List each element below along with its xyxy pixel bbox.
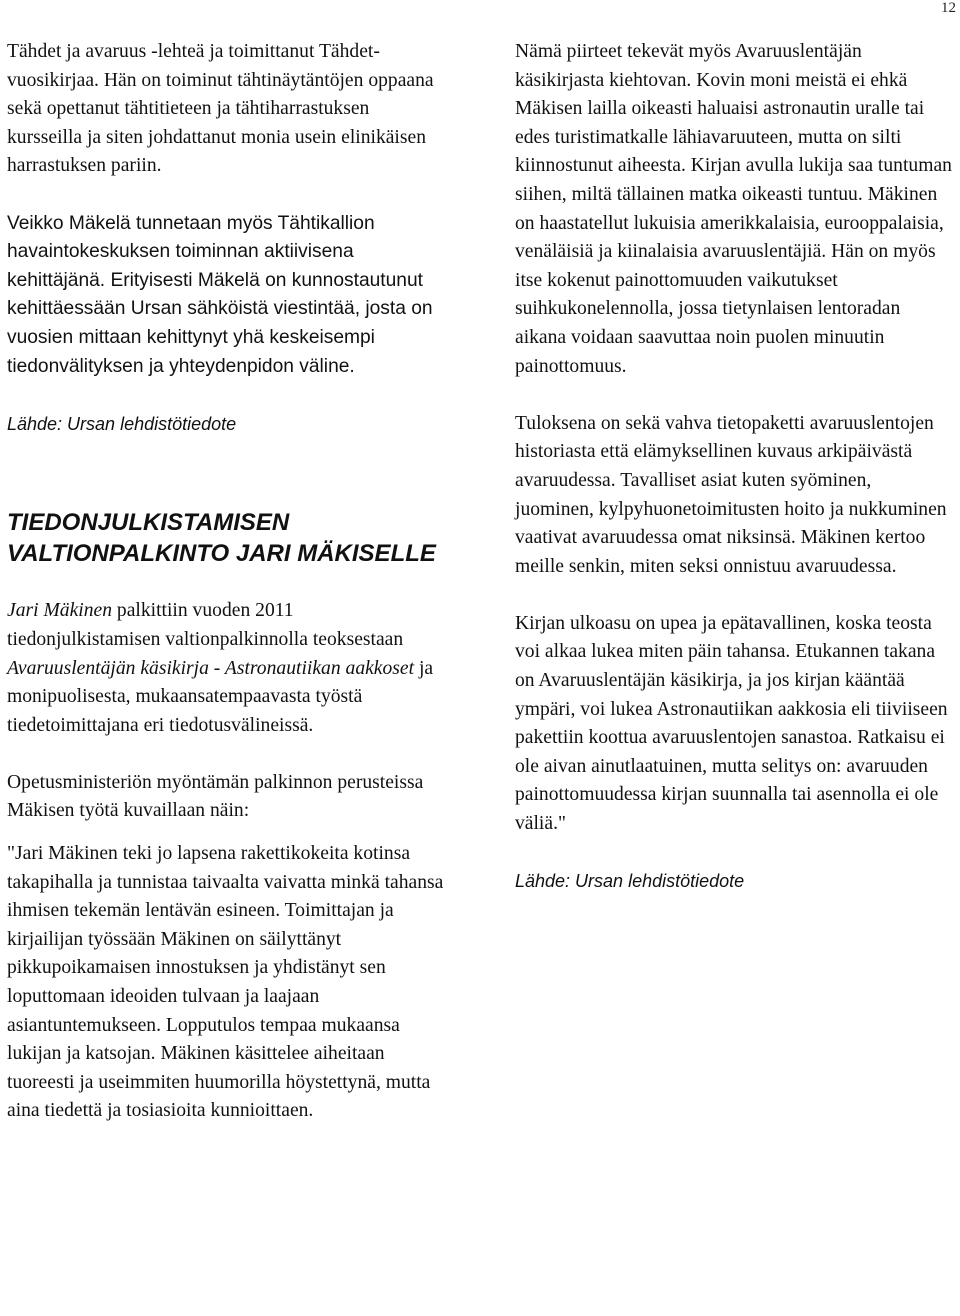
right-column	[515, 38, 955, 924]
right-paragraph-1: Nämä piirteet tekevät myös Avaruuslentäjän käsikirjasta kiehtovan. Kovin moni meistä ei ehkä Mäkisen lailla oikeasti haluaisi astronautin uralle tai edes turistimatkalle lähiavaruuteen, mutta on silti kiinnostunut aiheesta. Kirjan avulla lukija saa tuntuman siihen, miltä tällainen matka oikeasti tuntuu. Mäkinen on haastatellut lukuisia amerikkalaisia, eurooppalaisia, venäläisiä ja kiinalaisia avaruuslentäjiä. Hän on myös itse kokenut painottomuuden vaikutukset suihkukonelennolla, jossa tietynlaisen lentoradan aikana voidaan saavuttaa noin puolen minuutin painottomuus.	[515, 41, 952, 377]
source-note: Lähde: Ursan lehdistötiedote	[7, 413, 237, 434]
quote-paragraph: "Jari Mäkinen teki jo lapsena rakettikokeita kotinsa takapihalla ja tunnistaa taivaalta vaivatta minkä tahansa ihmisen tekemän lentävän esineen. Toimittajan ja kirjailijan työssään Mäkinen on säilyttänyt pikkupoikamaisen innostuksen ja yhdistänyt sen loputtomaan ideoiden tulvaan ja laajaan asiantuntemukseen. Lopputulos tempaa mukaansa lukijan ja katsojan. Mäkinen käsittelee aiheitaan tuoreesti ja useimmiten huumorilla höystettynä, mutta aina tiedettä ja tosiasioita kunnioittaen.	[7, 843, 444, 1122]
award-paragraph	[7, 597, 447, 740]
right-paragraph-3: Kirjan ulkoasu on upea ja epätavallinen, koska teosta voi alkaa lukea miten päin tahansa. Etukannen takana on Avaruuslentäjän käsikirja, ja jos kirjan kääntää ympäri, voi lukea Astronautiikan aakkosia eli tiiviiseen pakettiin koottua avaruuslentojen sanastoa. Ratkaisu ei ole aivan ainutlaatuinen, mutta selitys on: avaruuden painottomuudessa kirjan suunnalla tai asennolla ei ole väliä."	[515, 612, 948, 835]
intro-paragraph: Tähdet ja avaruus -lehteä ja toimittanut Tähdet-vuosikirjaa. Hän on toiminut tähtinäytäntöjen oppaana sekä opettanut tähtitieteen ja tähtiharrastuksen kursseilla ja siten johdattanut monia usein elinikäisen harrastuksen pariin.	[7, 41, 434, 177]
award-text-2: ja monipuolisesta, mukaansatempaavasta työstä tiedetoimittajana eri tiedotusvälineissä.	[7, 657, 434, 736]
award-text-1: palkittiin vuoden 2011 tiedonjulkistamisen valtionpalkinnolla teoksestaan	[7, 600, 404, 650]
award-name: Jari Mäkinen	[7, 600, 113, 622]
right-paragraph-2: Tuloksena on sekä vahva tietopaketti avaruuslentojen historiasta että elämyksellinen kuvaus arkipäivästä avaruudessa. Tavalliset asiat kuten syöminen, juominen, kylpyhuonetoimitusten hoito ja nukkuminen vaativat avaruudessa omat niksinsä. Mäkinen kertoo meille senkin, miten seksi onnistuu avaruudessa.	[515, 412, 947, 577]
left-column	[7, 38, 447, 1155]
page-number: 12	[941, 0, 956, 16]
ministry-paragraph: Opetusministeriön myöntämän palkinnon perusteissa Mäkisen työtä kuvaillaan näin:	[7, 771, 424, 822]
source-note: Lähde: Ursan lehdistötiedote	[515, 871, 745, 892]
book-title: Avaruuslentäjän käsikirja - Astronautiikan aakkoset	[7, 657, 415, 679]
makela-paragraph: Veikko Mäkelä tunnetaan myös Tähtikallion havaintokeskuksen toiminnan aktiivisena kehittäjänä. Erityisesti Mäkelä on kunnostautunut kehittäessään Ursan sähköistä viestintää, josta on vuosien mittaan kehittynyt yhä keskeisempi tiedonvälityksen ja yhteydenpidon väline.	[7, 212, 433, 377]
article-heading: TIEDONJULKISTAMISEN VALTIONPALKINTO JARI MÄKISELLE	[7, 509, 436, 567]
